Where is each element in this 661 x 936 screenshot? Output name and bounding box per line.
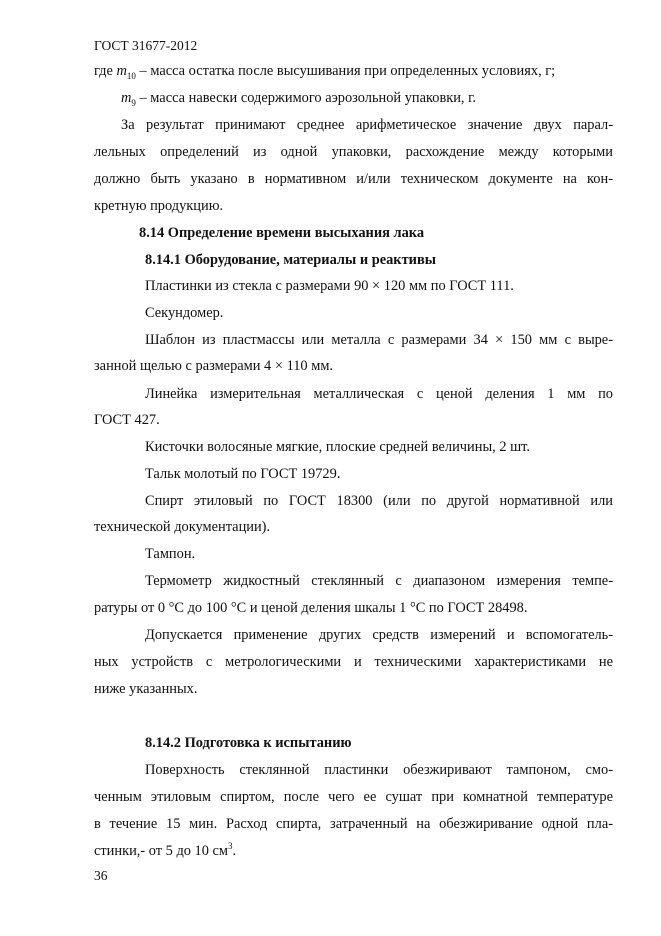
subsection-heading: 8.14.2 Подготовка к испытанию: [145, 735, 352, 751]
subsection-heading: 8.14.1 Оборудование, материалы и реактивы: [145, 252, 436, 268]
list-item: Пластинки из стекла с размерами 90 × 120 мм по ГОСТ 111.: [145, 278, 514, 294]
list-item-continued: занной щелью с размерами 4 × 110 мм.: [94, 358, 334, 374]
document-header: ГОСТ 31677-2012: [94, 38, 198, 53]
list-item: Шаблон из пластмассы или металла с размерами 34 × 150 мм с выре-: [145, 332, 613, 348]
list-item-continued: ГОСТ 427.: [94, 412, 160, 428]
list-item: Тампон.: [145, 546, 196, 562]
list-item: Кисточки волосяные мягкие, плоские средней величины, 2 шт.: [145, 439, 530, 455]
line-end: .: [232, 843, 237, 859]
paragraph-line: должно быть указано в нормативном и/или техническом документе на кон-: [94, 171, 613, 187]
list-item-continued: ратуры от 0 °С до 100 °С и ценой деления шкалы 1 °С по ГОСТ 28498.: [94, 600, 528, 616]
paragraph-line: лельных определений из одной упаковки, расхождение между которыми: [94, 144, 613, 160]
paragraph-line: ченным этиловым спиртом, после чего ее сушат при комнатной температуре: [94, 789, 613, 805]
symbol-m: m: [116, 63, 127, 79]
list-item: Секундомер.: [145, 305, 224, 321]
paragraph-line: ных устройств с метрологическими и техническими характеристиками не: [94, 654, 613, 670]
definition-text: – масса остатка после высушивания при определенных условиях, г;: [135, 63, 556, 79]
paragraph-line: Поверхность стеклянной пластинки обезжиривают тампоном, смо-: [145, 762, 613, 778]
list-item: Тальк молотый по ГОСТ 19729.: [145, 466, 341, 482]
subscript: 10: [126, 70, 136, 81]
line-text: стинки,- от 5 до 10 см: [94, 843, 229, 859]
superscript: 3: [228, 841, 233, 852]
where-word: где: [94, 63, 113, 79]
paragraph-line: кретную продукцию.: [94, 198, 224, 214]
subscript: 9: [131, 97, 136, 108]
list-item: Термометр жидкостный стеклянный с диапазоном измерения темпе-: [145, 573, 613, 589]
list-item-continued: технической документации).: [94, 519, 271, 535]
symbol-m: m: [121, 90, 132, 106]
definition-m10: [94, 62, 613, 80]
paragraph-line: [94, 842, 613, 860]
section-heading: 8.14 Определение времени высыхания лака: [139, 225, 425, 241]
page-number: 36: [94, 868, 108, 883]
definition-text: – масса навески содержимого аэрозольной упаковки, г.: [135, 90, 477, 106]
list-item: Спирт этиловый по ГОСТ 18300 (или по другой нормативной или: [145, 493, 613, 509]
paragraph-line: в течение 15 мин. Расход спирта, затраченный на обезжиривание одной пла-: [94, 816, 613, 832]
definition-m9: [121, 89, 613, 107]
paragraph-line: Допускается применение других средств измерений и вспомогатель-: [145, 627, 613, 643]
paragraph-line: За результат принимают среднее арифметическое значение двух парал-: [121, 117, 613, 133]
paragraph-line: ниже указанных.: [94, 681, 198, 697]
list-item: Линейка измерительная металлическая с ценой деления 1 мм по: [145, 386, 613, 402]
